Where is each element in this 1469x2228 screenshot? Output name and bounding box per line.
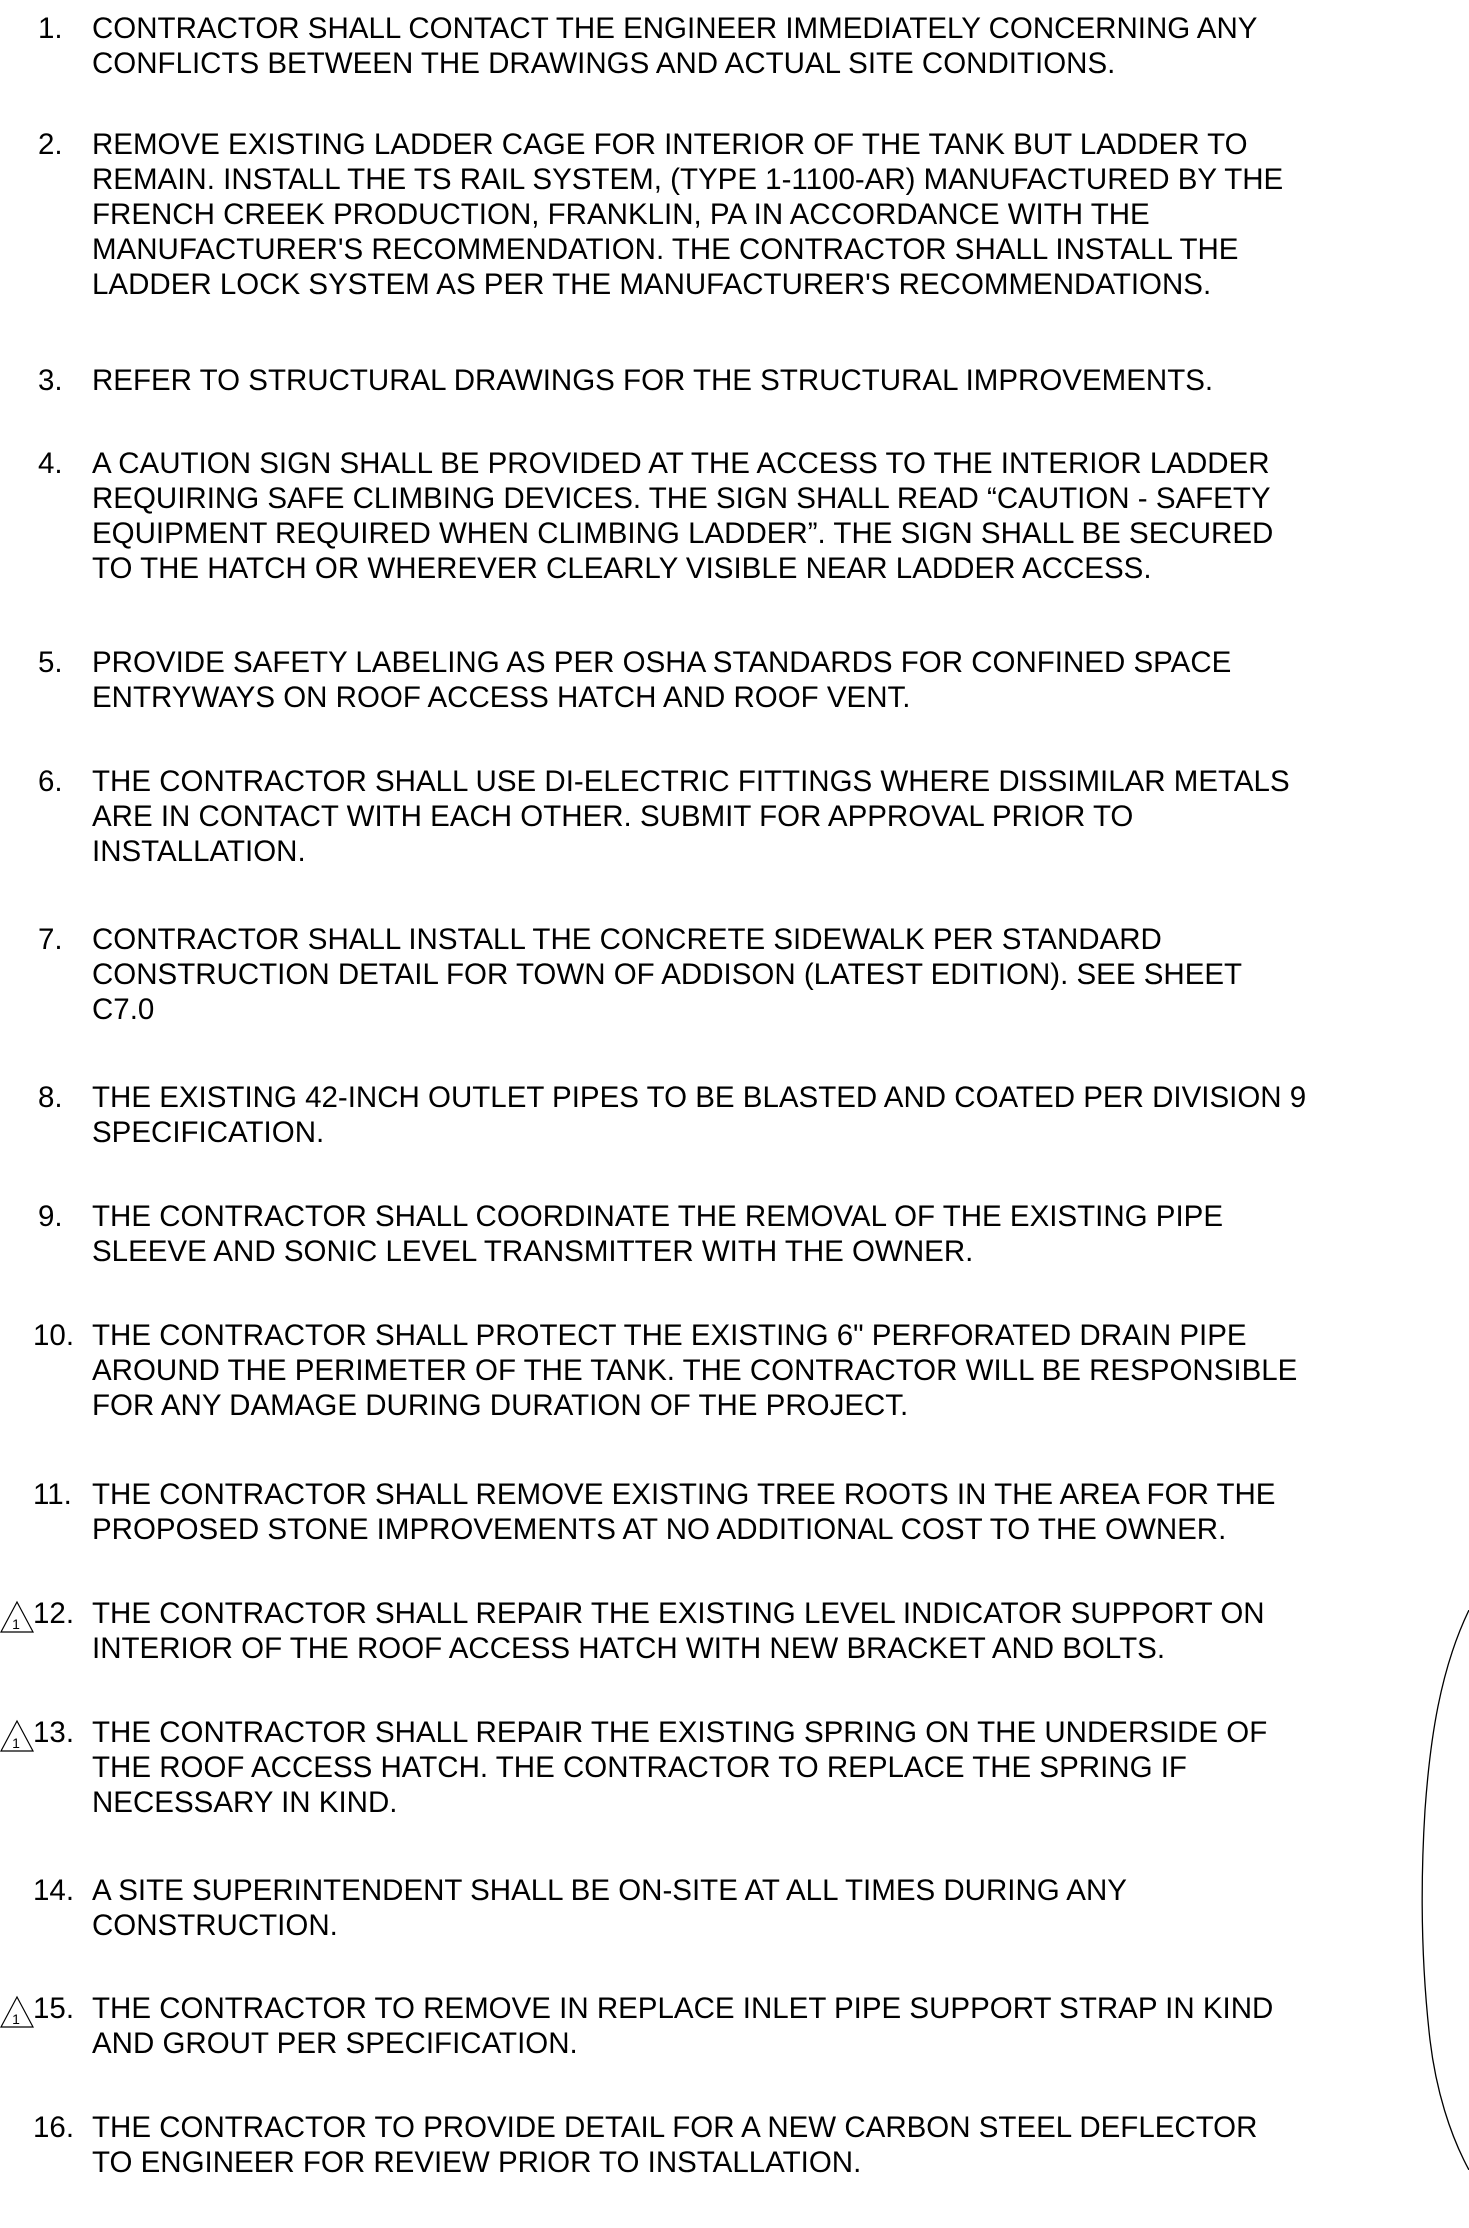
svg-text:1: 1 [12, 2011, 20, 2027]
note-text: REFER TO STRUCTURAL DRAWINGS FOR THE STRUCTURAL IMPROVEMENTS. [92, 364, 1214, 397]
note-text: THE CONTRACTOR SHALL PROTECT THE EXISTING 6" PERFORATED DRAIN PIPE AROUND THE PERIMETER OF THE TANK. THE CONTRACTOR WILL BE RESPONSIBLE FOR ANY DAMAGE DURING DURATION OF THE PROJECT. [92, 1319, 1298, 1422]
note-text: THE CONTRACTOR TO PROVIDE DETAIL FOR A NEW CARBON STEEL DEFLECTOR TO ENGINEER FOR REVIEW PRIOR TO INSTALLATION. [92, 2111, 1258, 2179]
note-text: THE CONTRACTOR SHALL REPAIR THE EXISTING SPRING ON THE UNDERSIDE OF THE ROOF ACCESS HATCH. THE CONTRACTOR TO REPLACE THE SPRING IF NECESSARY IN KIND. [92, 1716, 1268, 1819]
revision-delta-icon [0, 1995, 34, 2029]
note-text: PROVIDE SAFETY LABELING AS PER OSHA STANDARDS FOR CONFINED SPACE ENTRYWAYS ON ROOF ACCESS HATCH AND ROOF VENT. [92, 646, 1232, 714]
note-number: 12. [33, 1597, 75, 1630]
note-text: THE CONTRACTOR SHALL REPAIR THE EXISTING LEVEL INDICATOR SUPPORT ON INTERIOR OF THE ROOF ACCESS HATCH WITH NEW BRACKET AND BOLTS. [92, 1597, 1265, 1665]
revision-delta-icon [0, 1719, 34, 1753]
note-number: 2. [38, 128, 63, 161]
revision-delta-icon [0, 1600, 34, 1634]
note-text: A SITE SUPERINTENDENT SHALL BE ON-SITE AT ALL TIMES DURING ANY CONSTRUCTION. [92, 1874, 1127, 1942]
note-number: 14. [33, 1874, 75, 1907]
note-number: 1. [38, 12, 63, 45]
note-number: 11. [33, 1478, 72, 1511]
note-number: 10. [33, 1319, 75, 1352]
revision-cloud [1400, 1610, 1469, 2170]
note-text: CONTRACTOR SHALL CONTACT THE ENGINEER IMMEDIATELY CONCERNING ANY CONFLICTS BETWEEN THE DRAWINGS AND ACTUAL SITE CONDITIONS. [92, 12, 1258, 80]
note-number: 6. [38, 765, 63, 798]
note-text: THE CONTRACTOR TO REMOVE IN REPLACE INLET PIPE SUPPORT STRAP IN KIND AND GROUT PER SPECIFICATION. [92, 1992, 1274, 2060]
note-number: 15. [33, 1992, 75, 2025]
svg-text:1: 1 [12, 1616, 20, 1632]
note-number: 3. [38, 364, 63, 397]
note-number: 7. [38, 923, 63, 956]
note-text: THE CONTRACTOR SHALL REMOVE EXISTING TREE ROOTS IN THE AREA FOR THE PROPOSED STONE IMPROVEMENTS AT NO ADDITIONAL COST TO THE OWNER. [92, 1478, 1276, 1546]
note-text: THE CONTRACTOR SHALL COORDINATE THE REMOVAL OF THE EXISTING PIPE SLEEVE AND SONIC LEVEL TRANSMITTER WITH THE OWNER. [92, 1200, 1224, 1268]
note-text: A CAUTION SIGN SHALL BE PROVIDED AT THE ACCESS TO THE INTERIOR LADDER REQUIRING SAFE CLIMBING DEVICES. THE SIGN SHALL READ “CAUTION - SAFETY EQUIPMENT REQUIRED WHEN CLIMBING LADDER”. THE SIGN SHALL BE SECURED TO THE HATCH OR WHEREVER CLEARLY VISIBLE NEAR LADDER ACCESS. [92, 447, 1274, 585]
note-text: THE CONTRACTOR SHALL USE DI-ELECTRIC FITTINGS WHERE DISSIMILAR METALS ARE IN CONTACT WITH EACH OTHER. SUBMIT FOR APPROVAL PRIOR TO INSTALLATION. [92, 765, 1290, 868]
note-text: THE EXISTING 42-INCH OUTLET PIPES TO BE BLASTED AND COATED PER DIVISION 9 SPECIFICATION. [92, 1081, 1307, 1149]
note-number: 8. [38, 1081, 63, 1114]
note-text: CONTRACTOR SHALL INSTALL THE CONCRETE SIDEWALK PER STANDARD CONSTRUCTION DETAIL FOR TOWN OF ADDISON (LATEST EDITION). SEE SHEET C7.0 [92, 923, 1243, 1026]
note-number: 5. [38, 646, 63, 679]
note-number: 4. [38, 447, 63, 480]
note-text: REMOVE EXISTING LADDER CAGE FOR INTERIOR OF THE TANK BUT LADDER TO REMAIN. INSTALL THE TS RAIL SYSTEM, (TYPE 1-1100-AR) MANUFACTURED BY THE FRENCH CREEK PRODUCTION, FRANKLIN, PA IN ACCORDANCE WITH THE MANUFACTURER'S RECOMMENDATION. THE CONTRACTOR SHALL INSTALL THE LADDER LOCK SYSTEM AS PER THE MANUFACTURER'S RECOMMENDATIONS. [92, 128, 1284, 301]
note-number: 9. [38, 1200, 63, 1233]
note-number: 16. [33, 2111, 75, 2144]
svg-text:1: 1 [12, 1735, 20, 1751]
note-number: 13. [33, 1716, 75, 1749]
